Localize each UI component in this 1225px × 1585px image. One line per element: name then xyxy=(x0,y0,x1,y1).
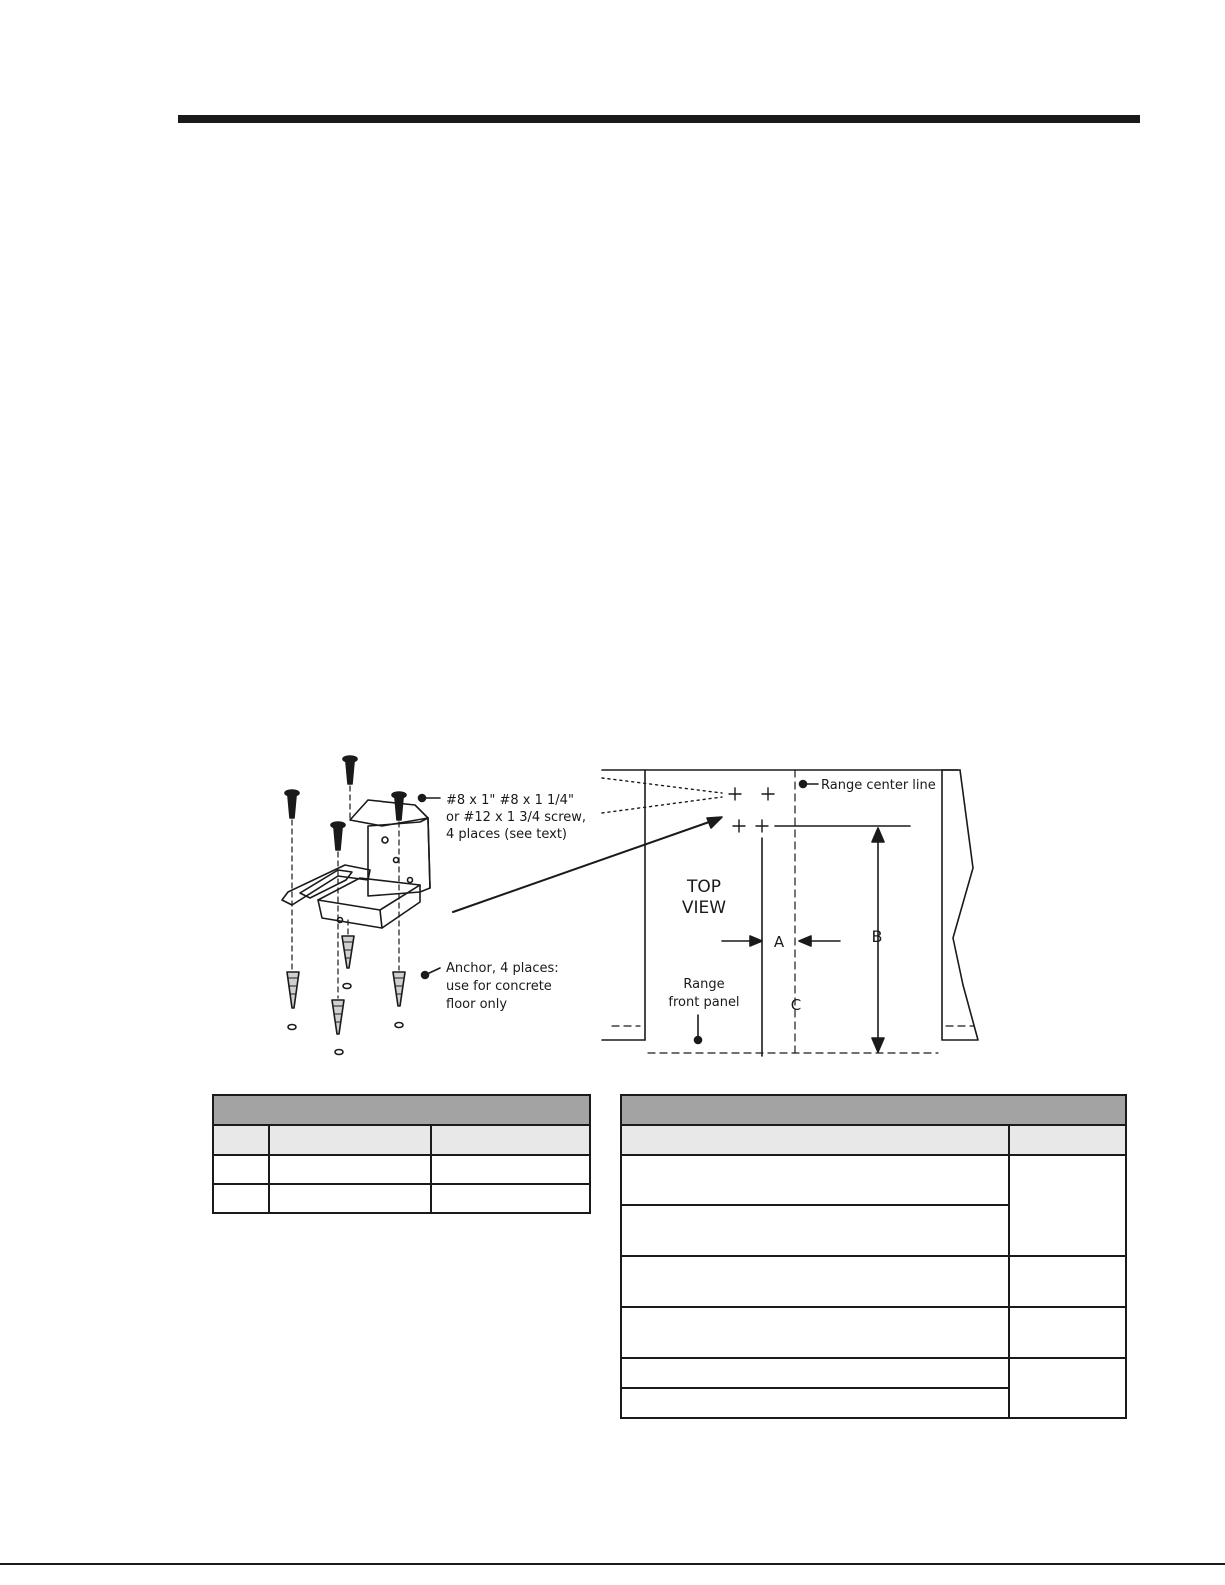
footer-rule xyxy=(0,1563,1225,1565)
table-cell xyxy=(269,1155,431,1184)
anchor-icon xyxy=(342,936,354,968)
dimension-b-label: B xyxy=(871,927,883,946)
table-row xyxy=(621,1307,1126,1358)
table-title-cell xyxy=(213,1095,590,1125)
table-cell xyxy=(213,1155,269,1184)
table-header-row xyxy=(213,1125,590,1155)
dimension-c-label: C xyxy=(790,996,802,1014)
table-cell xyxy=(1009,1256,1126,1307)
screw-icon xyxy=(331,822,345,850)
anchor-callout-line: floor only xyxy=(446,997,508,1012)
table-header-row xyxy=(621,1125,1126,1155)
screw-callout-line: or #12 x 1 3/4 screw, xyxy=(446,810,587,825)
table-cell xyxy=(1009,1307,1126,1358)
screw-icon xyxy=(392,792,406,820)
left-dimension-table xyxy=(212,1094,591,1214)
table-title-row xyxy=(621,1095,1126,1125)
screw-icon xyxy=(285,790,299,818)
table-cell xyxy=(621,1358,1009,1388)
table-cell xyxy=(621,1388,1009,1418)
table-row xyxy=(621,1358,1126,1388)
table-header-cell xyxy=(621,1125,1009,1155)
table-cell xyxy=(213,1184,269,1213)
table-row xyxy=(621,1256,1126,1307)
table-cell xyxy=(1009,1358,1126,1418)
table-cell xyxy=(621,1307,1009,1358)
table-cell xyxy=(1009,1155,1126,1256)
table-header-cell xyxy=(269,1125,431,1155)
anchor-callout-line: Anchor, 4 places: xyxy=(446,961,559,976)
anchor-callout-line: use for concrete xyxy=(446,979,552,994)
table-title-cell xyxy=(621,1095,1126,1125)
range-center-line-label: Range center line xyxy=(821,778,936,793)
dimension-a-label: A xyxy=(773,933,785,951)
table-cell xyxy=(269,1184,431,1213)
table-header-cell xyxy=(1009,1125,1126,1155)
table-header-cell xyxy=(213,1125,269,1155)
table-cell xyxy=(621,1205,1009,1256)
table-title-row xyxy=(213,1095,590,1125)
screw-callout-line: 4 places (see text) xyxy=(446,827,567,842)
top-view-label: VIEW xyxy=(681,898,727,918)
table-cell xyxy=(621,1256,1009,1307)
anchor-icon xyxy=(332,1000,344,1034)
screw-icon xyxy=(343,756,357,784)
top-view-label: TOP xyxy=(686,877,722,897)
anchor-icon xyxy=(287,972,299,1008)
screw-callout-line: #8 x 1" #8 x 1 1/4" xyxy=(446,793,574,808)
table-cell xyxy=(431,1184,590,1213)
right-screw-table xyxy=(620,1094,1127,1419)
header-rule xyxy=(178,115,1140,123)
anchor-icon xyxy=(393,972,405,1006)
table-row xyxy=(621,1155,1126,1205)
anchor-callout xyxy=(446,961,559,1012)
table-cell xyxy=(431,1155,590,1184)
table-cell xyxy=(621,1155,1009,1205)
table-row xyxy=(213,1155,590,1184)
screw-callout xyxy=(446,793,586,842)
anti-tip-bracket xyxy=(282,800,430,928)
range-front-panel-label: front panel xyxy=(668,995,740,1010)
table-row xyxy=(213,1184,590,1213)
anti-tip-bracket-illustration xyxy=(270,745,990,1065)
range-front-panel-label: Range xyxy=(683,977,725,992)
table-header-cell xyxy=(431,1125,590,1155)
